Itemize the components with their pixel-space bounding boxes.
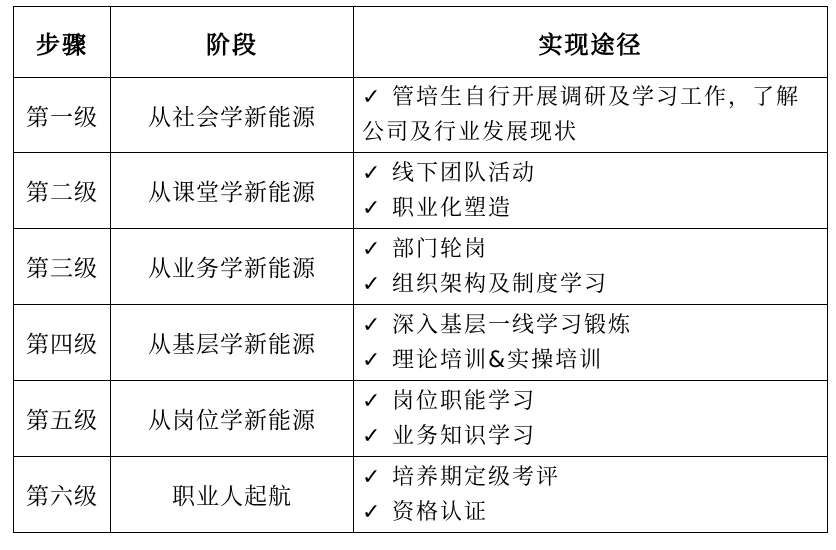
- path-item-text: 岗位职能学习: [392, 388, 537, 414]
- path-item-text: 深入基层一线学习锻炼: [392, 312, 633, 338]
- table-row: [14, 153, 828, 229]
- check-icon: ✓: [362, 312, 383, 338]
- path-item-text: 培养期定级考评: [392, 464, 561, 490]
- list-item: [362, 191, 821, 226]
- path-item-text: 业务知识学习: [392, 423, 537, 449]
- check-icon: ✓: [362, 195, 383, 221]
- header-stage: 阶段: [111, 7, 354, 78]
- path-item-text: 部门轮岗: [392, 236, 489, 262]
- list-item: [362, 419, 821, 454]
- path-cell: [354, 457, 828, 533]
- path-item-text: 资格认证: [392, 499, 489, 525]
- list-item: [362, 343, 821, 378]
- list-item: [362, 267, 821, 302]
- check-icon: ✓: [362, 499, 383, 525]
- header-path: 实现途径: [354, 7, 828, 78]
- training-steps-table: [13, 6, 828, 533]
- step-cell: 第三级: [14, 229, 111, 305]
- list-item: [362, 80, 821, 150]
- list-item: [362, 156, 821, 191]
- step-cell: 第一级: [14, 78, 111, 153]
- check-icon: ✓: [362, 271, 383, 297]
- path-cell: [354, 305, 828, 381]
- stage-cell: 从基层学新能源: [111, 305, 354, 381]
- step-cell: 第四级: [14, 305, 111, 381]
- header-step: 步骤: [14, 7, 111, 78]
- stage-cell: 从岗位学新能源: [111, 381, 354, 457]
- check-icon: ✓: [362, 347, 383, 373]
- path-cell: [354, 78, 828, 153]
- path-cell: [354, 153, 828, 229]
- check-icon: ✓: [362, 236, 383, 262]
- table-row: [14, 457, 828, 533]
- table-row: [14, 229, 828, 305]
- step-cell: 第二级: [14, 153, 111, 229]
- list-item: [362, 384, 821, 419]
- table-row: [14, 78, 828, 153]
- table-header-row: [14, 7, 828, 78]
- check-icon: ✓: [362, 423, 383, 449]
- stage-cell: 职业人起航: [111, 457, 354, 533]
- list-item: [362, 232, 821, 267]
- path-item-text: 职业化塑造: [392, 195, 513, 221]
- list-item: [362, 460, 821, 495]
- path-item-text: 理论培训&实操培训: [392, 347, 604, 373]
- path-cell: [354, 381, 828, 457]
- check-icon: ✓: [362, 160, 383, 186]
- step-cell: 第六级: [14, 457, 111, 533]
- path-cell: [354, 229, 828, 305]
- stage-cell: 从社会学新能源: [111, 78, 354, 153]
- step-cell: 第五级: [14, 381, 111, 457]
- check-icon: ✓: [362, 85, 383, 110]
- table-row: [14, 305, 828, 381]
- stage-cell: 从课堂学新能源: [111, 153, 354, 229]
- check-icon: ✓: [362, 464, 383, 490]
- path-item-text: 线下团队活动: [392, 160, 537, 186]
- path-item-text: 组织架构及制度学习: [392, 271, 609, 297]
- stage-cell: 从业务学新能源: [111, 229, 354, 305]
- table-row: [14, 381, 828, 457]
- check-icon: ✓: [362, 388, 383, 414]
- list-item: [362, 308, 821, 343]
- list-item: [362, 495, 821, 530]
- path-item-text: 管培生自行开展调研及学习工作，了解公司及行业发展现状: [362, 85, 801, 145]
